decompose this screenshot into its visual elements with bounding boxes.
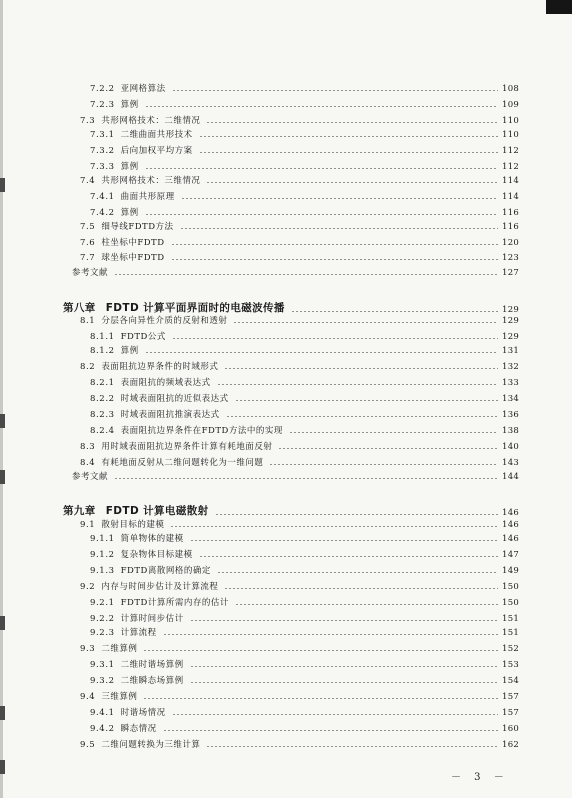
toc-page-number: 157 — [502, 708, 520, 718]
toc-section-number: 7.3.1 — [90, 130, 115, 140]
toc-entry — [0, 372, 572, 388]
toc-section-number: 9.1.3 — [90, 566, 115, 576]
toc-page-number: 146 — [502, 534, 520, 544]
toc-section-title: 参考文献 — [72, 472, 109, 482]
toc-section-title: 后向加权平均方案 — [120, 146, 193, 156]
toc-section-title: FDTD公式 — [120, 332, 166, 342]
dot-leader — [226, 416, 498, 417]
toc-page-number: 143 — [502, 458, 520, 468]
dot-leader — [199, 152, 498, 153]
toc-entry — [0, 638, 572, 654]
toc-section-title: 参考文献 — [72, 268, 109, 278]
dot-leader — [206, 122, 498, 123]
toc-entry — [0, 718, 572, 734]
toc-section-title: FDTD 计算平面界面时的电磁波传播 — [105, 302, 285, 314]
toc-section-number: 7.3.2 — [90, 146, 115, 156]
toc-entry — [0, 262, 572, 278]
toc-entry — [0, 436, 572, 452]
toc-section-title: 二维瞬态场算例 — [120, 676, 184, 686]
toc-page-number: 150 — [502, 598, 520, 608]
toc-section-number: 9.2 — [80, 582, 96, 592]
toc-section-title: 三维算例 — [101, 692, 138, 702]
toc-section-title: FDTD 计算电磁散射 — [105, 505, 209, 517]
toc-section-title: 亚网格算法 — [120, 84, 166, 94]
toc-section-number: 9.2.1 — [90, 598, 115, 608]
scan-edge-mark — [0, 760, 5, 774]
toc-page-number: 129 — [502, 316, 520, 326]
toc-section-number: 8.2 — [80, 362, 96, 372]
toc-page-number: 151 — [502, 628, 520, 638]
dot-leader — [171, 244, 498, 245]
toc-section-title: 瞬态情况 — [120, 724, 157, 734]
toc-entry — [0, 734, 572, 750]
toc-section-number: 第九章 — [63, 505, 96, 517]
toc-section-title: FDTD计算所需内存的估计 — [120, 598, 229, 608]
toc-section-title: 时域表面阻抗的近似表达式 — [120, 394, 229, 404]
toc-section-title: 时谐场情况 — [120, 708, 166, 718]
toc-entry — [0, 404, 572, 420]
toc-entry — [0, 78, 572, 94]
dot-leader — [163, 730, 498, 731]
dot-leader — [190, 620, 498, 621]
toc-section-title: 用时域表面阻抗边界条件计算有耗地面反射 — [101, 442, 273, 452]
dot-leader — [206, 746, 498, 747]
toc-entry — [0, 186, 572, 202]
dot-leader — [172, 714, 498, 715]
dot-leader — [181, 198, 498, 199]
toc-section-title: 分层各向异性介质的反射和透射 — [101, 316, 228, 326]
toc-entry — [0, 140, 572, 156]
dot-leader — [143, 698, 498, 699]
toc-page-number: 154 — [502, 676, 520, 686]
toc-section-number: 9.1 — [80, 520, 96, 530]
toc-section-number: 8.1 — [80, 316, 96, 326]
toc-section-number: 7.3 — [80, 116, 96, 126]
toc-section-title: 计算流程 — [120, 628, 157, 638]
toc-page-number: 109 — [502, 100, 520, 110]
toc-section-number: 8.4 — [80, 458, 96, 468]
dot-leader — [172, 90, 498, 91]
toc-section-title: 曲面共形原理 — [120, 192, 175, 202]
toc-page-number: 132 — [502, 362, 520, 372]
toc-section-title: 算例 — [120, 346, 139, 356]
toc-section-title: 二维问题转换为三维计算 — [101, 740, 201, 750]
dot-leader — [224, 588, 498, 589]
toc-entry — [0, 170, 572, 186]
toc-section-number: 7.2.2 — [90, 84, 115, 94]
dot-leader — [190, 666, 498, 667]
toc-entry — [0, 622, 572, 638]
toc-entry — [0, 94, 572, 110]
toc-section-number: 9.3.1 — [90, 660, 115, 670]
toc-entry — [0, 576, 572, 592]
dot-leader — [145, 214, 498, 215]
dot-leader — [143, 650, 498, 651]
toc-section-number: 7.4.1 — [90, 192, 115, 202]
toc-page-number: 110 — [502, 116, 520, 126]
toc-section-title: 算例 — [120, 100, 139, 110]
dot-leader — [224, 368, 498, 369]
toc-section-title: 二维曲面共形技术 — [120, 130, 193, 140]
toc-entry — [0, 544, 572, 560]
toc-page-number: 108 — [502, 84, 520, 94]
toc-entry — [0, 686, 572, 702]
toc-page-number: 140 — [502, 442, 520, 452]
toc-section-number: 9.4 — [80, 692, 96, 702]
toc-page-number: 129 — [502, 305, 520, 315]
toc-entry — [0, 216, 572, 232]
dot-leader — [145, 168, 498, 169]
toc-section-number: 7.5 — [80, 222, 96, 232]
toc-section-number: 9.3 — [80, 644, 96, 654]
toc-entry — [0, 388, 572, 404]
toc-section-number: 8.2.4 — [90, 426, 115, 436]
toc-page-number: 131 — [502, 346, 520, 356]
toc-page-number: 149 — [502, 566, 520, 576]
toc-section-title: 细导线FDTD方法 — [101, 222, 174, 232]
toc-section-number: 8.1.1 — [90, 332, 115, 342]
toc-page-number: 153 — [502, 660, 520, 670]
dot-leader — [199, 556, 498, 557]
toc-section-number: 7.2.3 — [90, 100, 115, 110]
dot-leader — [163, 634, 498, 635]
toc-section-number: 9.2.2 — [90, 614, 115, 624]
page-number: － 3 － — [451, 772, 509, 783]
toc-section-title: FDTD离散网格的确定 — [120, 566, 211, 576]
toc-section-title: 球坐标中FDTD — [101, 253, 165, 263]
toc-entry — [0, 654, 572, 670]
toc-section-title: 算例 — [120, 208, 139, 218]
toc-entry — [0, 356, 572, 372]
dot-leader — [190, 540, 498, 541]
toc-section-number: 8.1.2 — [90, 346, 115, 356]
toc-section-number: 8.2.1 — [90, 378, 115, 388]
toc-entry — [0, 560, 572, 576]
toc-section-title: 共形网格技术：三维情况 — [101, 176, 201, 186]
toc-section-title: 内存与时间步估计及计算流程 — [101, 582, 219, 592]
toc-page-number: 134 — [502, 394, 520, 404]
toc-section-title: 共形网格技术：二维情况 — [101, 116, 201, 126]
toc-page-number: 144 — [502, 472, 520, 482]
toc-page-number: 146 — [502, 520, 520, 530]
toc-section-number: 9.3.2 — [90, 676, 115, 686]
toc-page-number: 116 — [502, 222, 520, 232]
toc-page-number: 112 — [502, 146, 520, 156]
dot-leader — [114, 478, 498, 479]
toc-section-number: 9.1.1 — [90, 534, 115, 544]
toc-page-number: 120 — [502, 238, 520, 248]
toc-section-title: 柱坐标中FDTD — [101, 238, 165, 248]
dot-leader — [233, 322, 498, 323]
toc-page-number: 123 — [502, 253, 520, 263]
dot-leader — [180, 228, 498, 229]
toc-entry — [0, 310, 572, 326]
toc-page-number: 146 — [502, 508, 520, 518]
toc-entry — [0, 592, 572, 608]
toc-entry — [0, 528, 572, 544]
toc-section-title: 散射目标的建模 — [101, 520, 165, 530]
toc-section-number: 7.3.3 — [90, 162, 115, 172]
dot-leader — [145, 106, 498, 107]
dot-leader — [171, 259, 498, 260]
toc-section-number: 8.2.3 — [90, 410, 115, 420]
toc-page-number: 157 — [502, 692, 520, 702]
toc-page-number: 110 — [502, 130, 520, 140]
toc-page-number: 147 — [502, 550, 520, 560]
toc-section-number: 8.2.2 — [90, 394, 115, 404]
scan-edge-shadow — [546, 0, 572, 14]
dot-leader — [199, 136, 498, 137]
toc-section-number: 7.7 — [80, 253, 96, 263]
toc-section-title: 二维时谐场算例 — [120, 660, 184, 670]
toc-section-title: 时域表面阻抗推演表达式 — [120, 410, 220, 420]
toc-entry — [0, 466, 572, 482]
dot-leader — [170, 526, 498, 527]
toc-page-number: 127 — [502, 268, 520, 278]
dot-leader — [172, 338, 498, 339]
dot-leader — [217, 384, 498, 385]
toc-section-title: 算例 — [120, 162, 139, 172]
dot-leader — [289, 432, 498, 433]
toc-page-number: 152 — [502, 644, 520, 654]
toc-page-number: 160 — [502, 724, 520, 734]
dot-leader — [114, 274, 498, 275]
toc-page-number: 138 — [502, 426, 520, 436]
dot-leader — [269, 464, 498, 465]
toc-section-number: 7.4 — [80, 176, 96, 186]
dot-leader — [235, 400, 498, 401]
toc-page-number: 116 — [502, 208, 520, 218]
toc-entry — [0, 670, 572, 686]
dot-leader — [235, 604, 498, 605]
toc-section-title: 简单物体的建模 — [120, 534, 184, 544]
toc-entry — [0, 124, 572, 140]
dot-leader — [278, 448, 498, 449]
toc-section-title: 有耗地面反射从二维问题转化为一维问题 — [101, 458, 264, 468]
toc-entry — [0, 247, 572, 263]
toc-entry — [0, 420, 572, 436]
toc-section-title: 复杂物体目标建模 — [120, 550, 193, 560]
toc-section-title: 表面阻抗边界条件的时域形式 — [101, 362, 219, 372]
toc-page-number: 151 — [502, 614, 520, 624]
toc-page-number: 114 — [502, 192, 520, 202]
toc-page-number: 114 — [502, 176, 520, 186]
toc-page-number: 112 — [502, 162, 520, 172]
toc-page-number: 129 — [502, 332, 520, 342]
toc-section-number: 8.3 — [80, 442, 96, 452]
toc-entry — [0, 340, 572, 356]
toc-section-number: 9.5 — [80, 740, 96, 750]
toc-section-number: 9.1.2 — [90, 550, 115, 560]
toc-section-title: 二维算例 — [101, 644, 138, 654]
dot-leader — [206, 182, 498, 183]
toc-page-number: 133 — [502, 378, 520, 388]
toc-section-title: 计算时间步估计 — [120, 614, 184, 624]
dot-leader — [190, 682, 498, 683]
toc-entry — [0, 702, 572, 718]
toc-section-number: 第八章 — [63, 302, 96, 314]
toc-section-number: 9.2.3 — [90, 628, 115, 638]
toc-section-number: 7.4.2 — [90, 208, 115, 218]
toc-page-number: 150 — [502, 582, 520, 592]
toc-page-number: 162 — [502, 740, 520, 750]
toc-page-number: 136 — [502, 410, 520, 420]
toc-section-number: 9.4.2 — [90, 724, 115, 734]
dot-leader — [217, 572, 498, 573]
toc-section-number: 7.6 — [80, 238, 96, 248]
toc-entry — [0, 232, 572, 248]
dot-leader — [145, 352, 498, 353]
toc-section-number: 9.4.1 — [90, 708, 115, 718]
toc-section-title: 表面阻抗的频域表达式 — [120, 378, 211, 388]
toc-section-title: 表面阻抗边界条件在FDTD方法中的实现 — [120, 426, 283, 436]
